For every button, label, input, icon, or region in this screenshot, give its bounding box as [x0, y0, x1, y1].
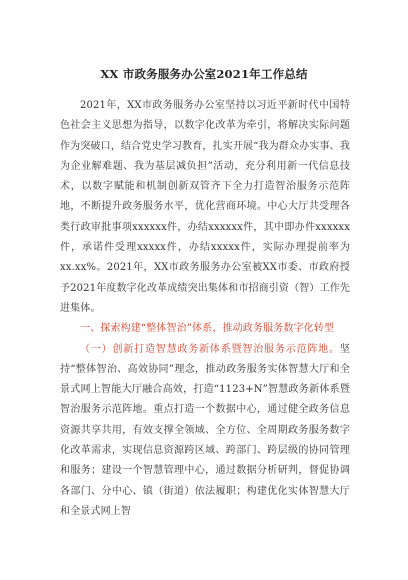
document-body [60, 96, 350, 522]
paragraph-intro: 2021年，XX市政务服务办公室坚持以习近平新时代中国特色社会主义思想为指导，以数字化改革为牵引，将解决实际问题作为突破口，结合党史学习教育，扎实开展“我为群众办实事、我为企业解难题、我为基层减负担”活动，充分利用新一代信息技术，以数字赋能和机制创新双管齐下全力打造智治服务示范阵地，不断提升政务服务水平，优化营商环境。中心大厅共受理各类行政审批事项xxxxxx件，办结xxxxxx件，其中即办件xxxxxx件，承诺件受理xxxxx件，办结xxxxx件，实际办理提前率为xx.xx%。2021年，XX市政务服务办公室被XX市委、市政府授予2021年度数字化改革成绩突出集体和市招商引资（智）工作先进集体。 [60, 100, 350, 314]
subsection-heading-1: （一）创新打造智慧政务新体系暨智治服务示范阵地。 [80, 343, 340, 355]
document-title: XX 市政务服务办公室2021年工作总结 [100, 67, 308, 81]
subsection-paragraph [60, 340, 350, 523]
section-heading-1: 一、探索构建“整体智治”体系，推动政务服务数字化转型 [80, 323, 335, 335]
paragraph-subsection-text: 坚持“整体智治、高效协同”理念，推动政务服务实体智慧大厅和全景式网上智能大厅融合高效，打造“1123+N”智慧政务新体系暨智治服务示范阵地。重点打造一个数据中心，通过健全政务信息资源共享共用，有效支撑全领域、全方位、全周期政务服务数字化改革需求，实现信息资源跨区域、跨部门、跨层级的协同管理和服务；建设一个智慧管理中心，通过数据分析研判，督促协调各部门、分中心、镇（街道）依法履职；构建优化实体智慧大厅和全景式网上智 [60, 343, 350, 517]
